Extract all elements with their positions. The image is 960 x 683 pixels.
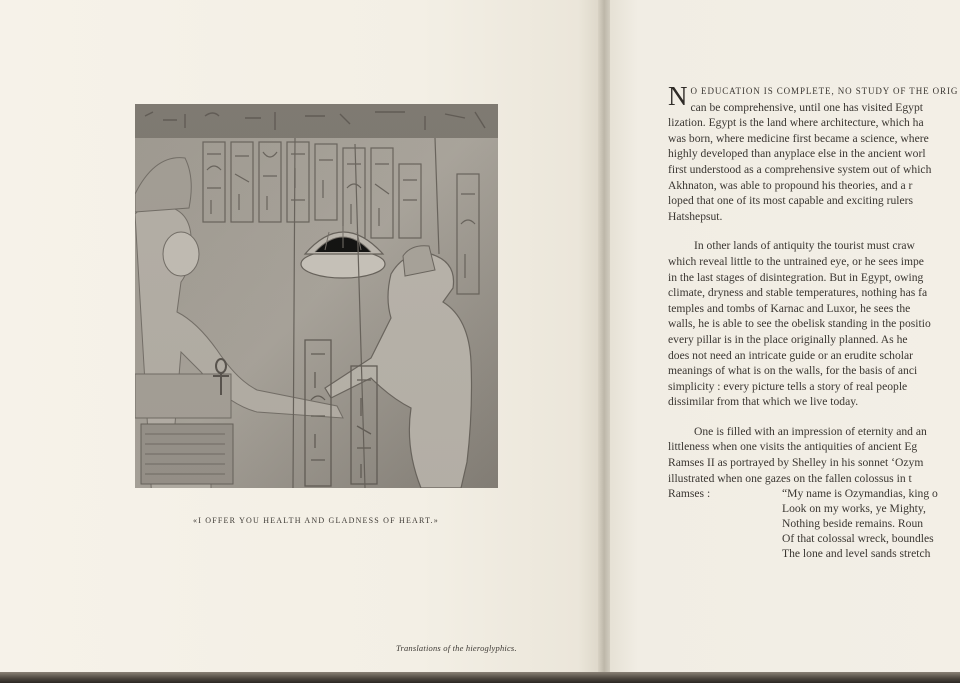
poem-line: Nothing beside remains. Roun — [782, 517, 924, 530]
paragraph-2-line: does not need an intricate guide or an erudite scholar — [668, 348, 913, 362]
poem-line: The lone and level sands stretch — [782, 547, 931, 560]
paragraph-1-line-5: first understood as a comprehensive system out of which — [668, 162, 932, 176]
paragraph-2 — [668, 238, 960, 410]
relief-photograph — [135, 104, 498, 488]
paragraph-3-line: illustrated when one gazes on the fallen colossus in t — [668, 471, 912, 485]
paragraph-1-line-4: highly developed than anyplace else in the ancient worl — [668, 147, 926, 161]
page-footnote: Translations of the hieroglyphics. — [396, 643, 517, 653]
paragraph-1-line-1: can be comprehensive, until one has visited Egypt — [690, 100, 923, 114]
paragraph-3-line: littleness when one visits the antiquities of ancient Eg — [668, 440, 918, 454]
body-text — [668, 81, 960, 516]
paragraph-2-line: dissimilar from that which we live today. — [668, 395, 859, 409]
poem-line: Look on my works, ye Mighty, — [782, 502, 926, 515]
paragraph-1-line-0: O EDUCATION IS COMPLETE, NO STUDY OF THE ORIG — [690, 86, 959, 96]
paragraph-1-line-3: was born, where medicine first became a science, where — [668, 131, 929, 145]
relief-image — [135, 104, 498, 488]
paragraph-3-line: Ramses II as portrayed by Shelley in his sonnet ‘Ozym — [668, 456, 924, 470]
paragraph-2-line: In other lands of antiquity the tourist must craw — [694, 239, 915, 253]
paragraph-2-line: which reveal little to the untrained eye, or he sees impe — [668, 254, 924, 268]
paragraph-2-line: climate, dryness and stable temperatures, nothing has fa — [668, 286, 928, 300]
poem-quote — [782, 486, 938, 561]
poem-line: “My name is Ozymandias, king o — [782, 487, 938, 500]
paragraph-1-line-2: lization. Egypt is the land where architecture, which ha — [668, 116, 924, 130]
book-bottom-edge — [0, 672, 960, 683]
paragraph-3-line: One is filled with an impression of eternity and an — [694, 424, 927, 438]
paragraph-2-line: walls, he is able to see the obelisk standing in the positio — [668, 317, 931, 331]
paragraph-1-line-8: Hatshepsut. — [668, 209, 723, 223]
paragraph-1 — [668, 81, 960, 224]
drop-cap: N — [668, 81, 688, 111]
paragraph-2-line: simplicity : every picture tells a story of real people — [668, 379, 908, 393]
paragraph-2-line: temples and tombs of Karnac and Luxor, he sees the — [668, 301, 911, 315]
poem-line: Of that colossal wreck, boundles — [782, 532, 934, 545]
paragraph-3-line: Ramses : — [668, 487, 711, 501]
paragraph-2-line: meanings of what is on the walls, for the basis of anci — [668, 364, 918, 378]
photo-caption: «I OFFER YOU HEALTH AND GLADNESS OF HEART.» — [193, 516, 439, 525]
paragraph-1-line-6: Akhnaton, was able to propound his theories, and a r — [668, 178, 913, 192]
paragraph-2-line: in the last stages of disintegration. But in Egypt, owing — [668, 270, 924, 284]
paragraph-1-line-7: loped that one of its most capable and exciting rulers — [668, 194, 914, 208]
paragraph-2-line: every pillar is in the place originally planned. As he — [668, 332, 908, 346]
